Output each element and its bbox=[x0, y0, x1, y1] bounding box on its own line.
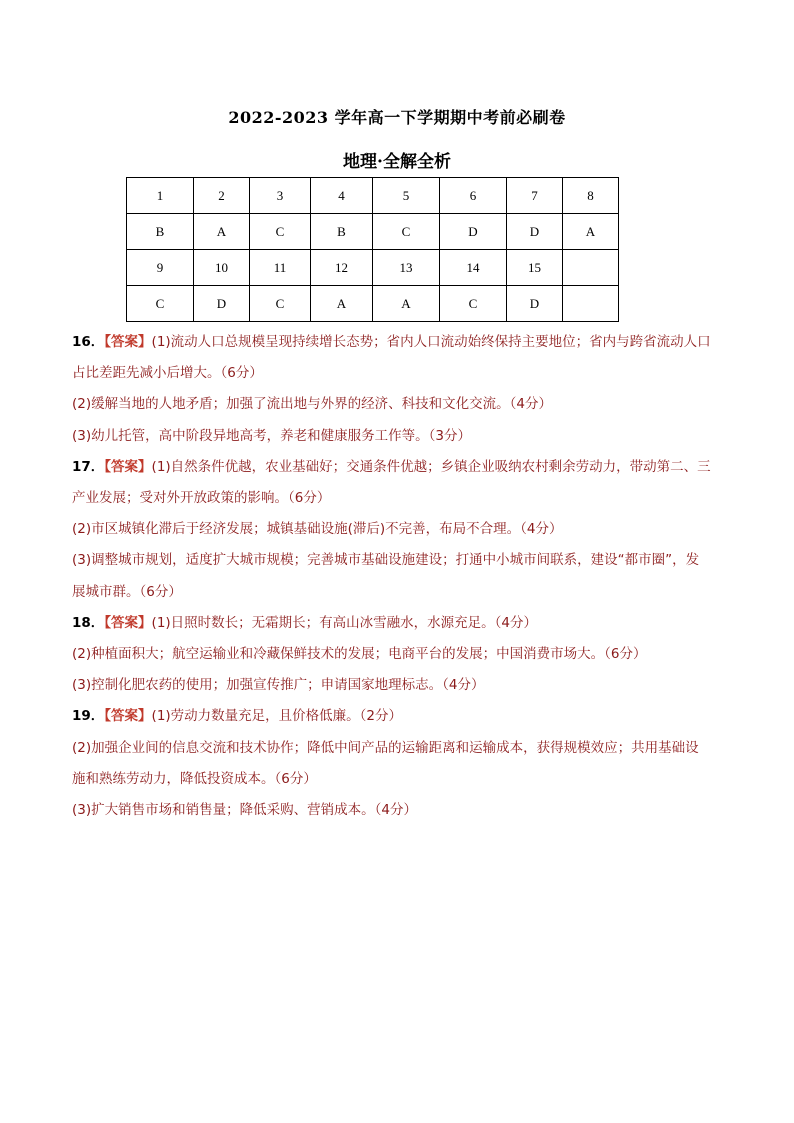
answer-tag: 【答案】 bbox=[104, 614, 152, 631]
table-cell: 9 bbox=[127, 250, 194, 286]
question-number: 16． bbox=[72, 334, 105, 350]
table-cell: 13 bbox=[373, 250, 440, 286]
table-cell: A bbox=[194, 214, 250, 250]
answer-tag: 【答案】 bbox=[104, 458, 152, 475]
table-row bbox=[127, 214, 619, 250]
question-number: 18． bbox=[72, 614, 105, 631]
answer-paragraph bbox=[72, 452, 712, 514]
table-cell: 6 bbox=[440, 178, 507, 214]
table-cell: C bbox=[250, 214, 311, 250]
answer-text: (1)劳动力数量充足，且价格低廉。（2分） bbox=[151, 708, 403, 725]
table-cell: 1 bbox=[127, 178, 194, 214]
table-row bbox=[127, 178, 619, 214]
table-cell: 5 bbox=[373, 178, 440, 214]
table-cell: D bbox=[507, 214, 563, 250]
table-cell: 7 bbox=[507, 178, 563, 214]
answer-text: (1)流动人口总规模呈现持续增长态势；省内人口流动始终保持主要地位；省内与跨省流动人口占比差距先减小后增大。（6分） bbox=[72, 334, 711, 382]
table-cell: 11 bbox=[250, 250, 311, 286]
answer-paragraph bbox=[72, 701, 712, 732]
answer-paragraph: (3)控制化肥农药的使用；加强宣传推广；申请国家地理标志。（4分） bbox=[72, 677, 485, 694]
table-cell: D bbox=[507, 286, 563, 322]
table-cell bbox=[563, 286, 619, 322]
answer-table bbox=[126, 177, 619, 322]
answer-paragraph: (2)缓解当地的人地矛盾；加强了流出地与外界的经济、科技和文化交流。（4分） bbox=[72, 396, 552, 413]
table-cell: B bbox=[311, 214, 373, 250]
table-cell: D bbox=[194, 286, 250, 322]
answer-paragraph: (2)加强企业间的信息交流和技术协作；降低中间产品的运输距离和运输成本，获得规模效应；共用基础设施和熟练劳动力，降低投资成本。（6分） bbox=[72, 739, 699, 787]
answers-body bbox=[72, 327, 712, 826]
table-cell: C bbox=[440, 286, 507, 322]
page-title: 2022-2023 学年高一下学期期中考前必刷卷 bbox=[228, 108, 566, 127]
table-cell: 14 bbox=[440, 250, 507, 286]
table-row bbox=[127, 286, 619, 322]
table-cell: 3 bbox=[250, 178, 311, 214]
answer-paragraph: (2)种植面积大；航空运输业和冷藏保鲜技术的发展；电商平台的发展；中国消费市场大。（6分） bbox=[72, 646, 647, 663]
table-cell bbox=[563, 250, 619, 286]
answer-paragraph: (3)调整城市规划，适度扩大城市规模；完善城市基础设施建设；打通中小城市间联系，建设“都市圈”，发展城市群。（6分） bbox=[72, 552, 700, 600]
answer-paragraph: (2)市区城镇化滞后于经济发展；城镇基础设施(滞后)不完善，布局不合理。（4分） bbox=[72, 521, 563, 538]
answer-paragraph: (3)幼儿托管，高中阶段异地高考，养老和健康服务工作等。（3分） bbox=[72, 427, 471, 444]
answer-paragraph bbox=[72, 327, 712, 389]
table-cell: A bbox=[563, 214, 619, 250]
table-cell: A bbox=[373, 286, 440, 322]
table-cell: C bbox=[373, 214, 440, 250]
table-cell: 8 bbox=[563, 178, 619, 214]
table-cell: C bbox=[127, 286, 194, 322]
answer-text: (1)日照时数长；无霜期长；有高山冰雪融水，水源充足。（4分） bbox=[151, 614, 538, 631]
table-cell: 4 bbox=[311, 178, 373, 214]
table-cell: 10 bbox=[194, 250, 250, 286]
answer-paragraph: (3)扩大销售市场和销售量；降低采购、营销成本。（4分） bbox=[72, 802, 417, 819]
table-cell: A bbox=[311, 286, 373, 322]
table-cell: 2 bbox=[194, 178, 250, 214]
question-number: 19． bbox=[72, 708, 105, 725]
answer-tag: 【答案】 bbox=[104, 334, 152, 350]
page-subtitle: 地理·全解全析 bbox=[343, 152, 451, 172]
table-cell: C bbox=[250, 286, 311, 322]
table-cell: B bbox=[127, 214, 194, 250]
question-number: 17． bbox=[72, 458, 105, 475]
answer-tag: 【答案】 bbox=[104, 708, 152, 725]
table-cell: 12 bbox=[311, 250, 373, 286]
table-cell: 15 bbox=[507, 250, 563, 286]
table-cell: D bbox=[440, 214, 507, 250]
answer-text: (1)自然条件优越，农业基础好；交通条件优越；乡镇企业吸纳农村剩余劳动力，带动第二、三产业发展；受对外开放政策的影响。（6分） bbox=[72, 458, 711, 507]
table-row bbox=[127, 250, 619, 286]
answer-paragraph bbox=[72, 608, 712, 639]
